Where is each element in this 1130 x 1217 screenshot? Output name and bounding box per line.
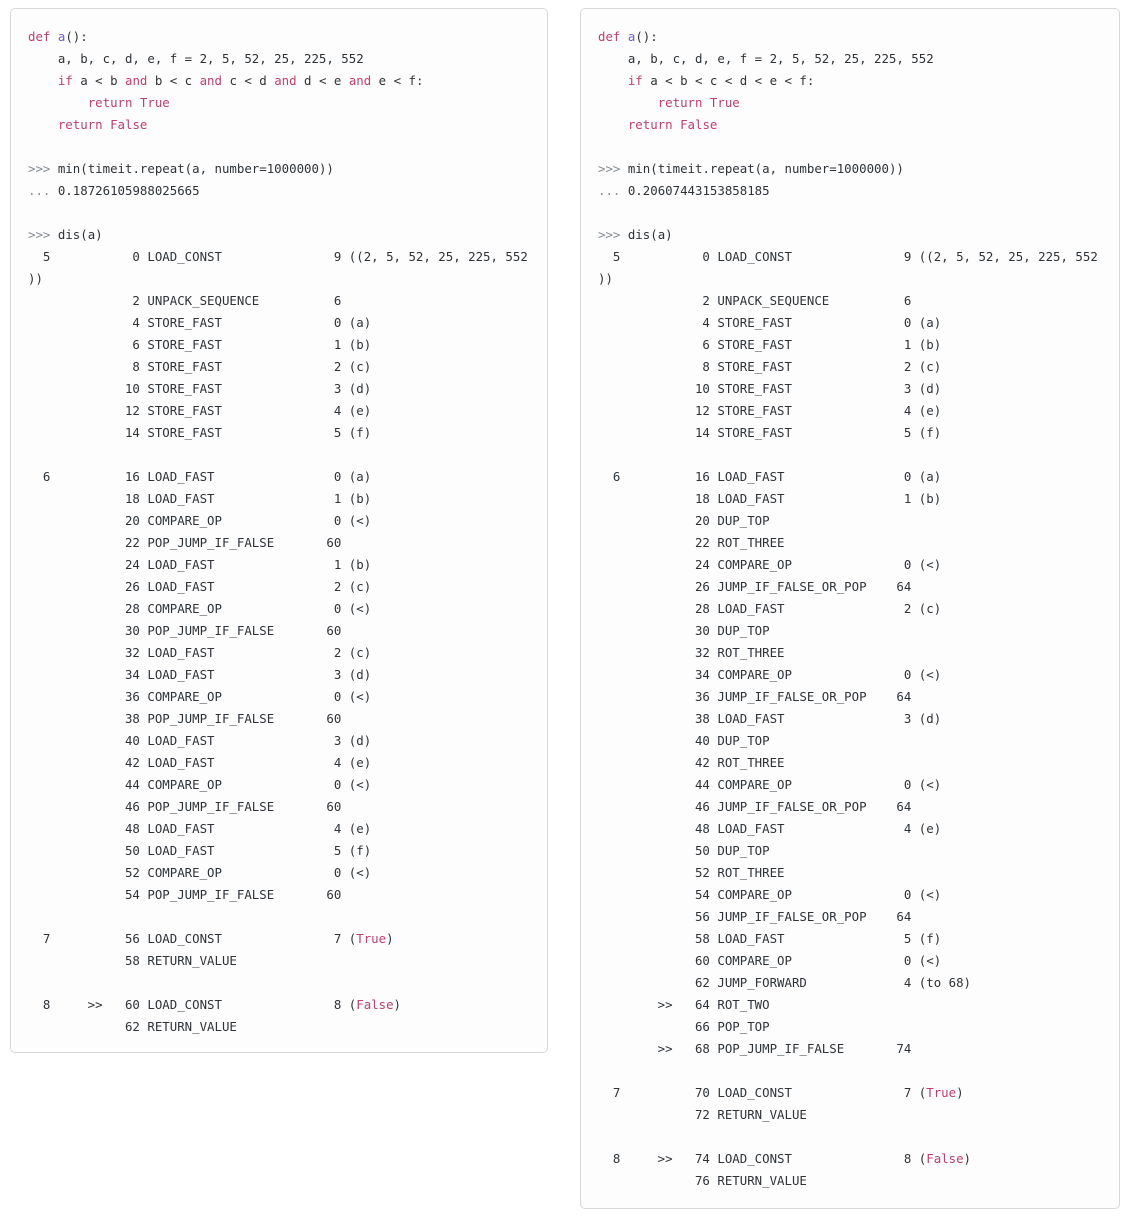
code-line bbox=[28, 70, 530, 92]
code-line bbox=[28, 202, 530, 224]
code-text-token: dis(a) bbox=[620, 227, 673, 242]
code-text-token bbox=[598, 139, 605, 154]
code-line bbox=[28, 730, 530, 752]
code-line bbox=[28, 290, 530, 312]
function-name-token: a bbox=[627, 29, 636, 44]
code-text-token: 6 STORE_FAST 1 (b) bbox=[598, 337, 942, 352]
code-line bbox=[28, 906, 530, 928]
code-text-token: 30 POP_JUMP_IF_FALSE 60 bbox=[28, 623, 342, 638]
code-line bbox=[28, 510, 530, 532]
code-text-token: 7 56 LOAD_CONST 7 ( bbox=[28, 931, 357, 946]
code-line bbox=[598, 334, 1102, 356]
code-line bbox=[28, 598, 530, 620]
code-line bbox=[598, 1038, 1102, 1060]
code-line bbox=[598, 796, 1102, 818]
code-line bbox=[28, 686, 530, 708]
keyword-token: return bbox=[87, 95, 133, 110]
code-text-token: 46 POP_JUMP_IF_FALSE 60 bbox=[28, 799, 342, 814]
code-text-token bbox=[598, 73, 628, 88]
code-text-token bbox=[28, 73, 58, 88]
keyword-token: if bbox=[627, 73, 643, 88]
code-text-token: 20 DUP_TOP bbox=[598, 513, 770, 528]
code-line bbox=[28, 752, 530, 774]
code-text-token: 62 RETURN_VALUE bbox=[28, 1019, 237, 1034]
code-text-token: 12 STORE_FAST 4 (e) bbox=[598, 403, 942, 418]
code-line bbox=[28, 840, 530, 862]
code-text-token: 0.20607443153858185 bbox=[620, 183, 770, 198]
keyword-token: True bbox=[709, 95, 740, 110]
code-text-token: 60 COMPARE_OP 0 (<) bbox=[598, 953, 942, 968]
keyword-token: False bbox=[926, 1151, 964, 1166]
code-text-token: 8 >> 60 LOAD_CONST 8 ( bbox=[28, 997, 357, 1012]
code-text-token bbox=[28, 139, 35, 154]
keyword-token: return bbox=[57, 117, 103, 132]
code-text-token: 24 COMPARE_OP 0 (<) bbox=[598, 557, 942, 572]
code-text-token: 72 RETURN_VALUE bbox=[598, 1107, 807, 1122]
code-line bbox=[598, 906, 1102, 928]
code-line bbox=[598, 708, 1102, 730]
code-text-token: 26 JUMP_IF_FALSE_OR_POP 64 bbox=[598, 579, 912, 594]
code-line bbox=[28, 488, 530, 510]
code-line bbox=[598, 136, 1102, 158]
code-line bbox=[28, 950, 530, 972]
code-text-token: 6 16 LOAD_FAST 0 (a) bbox=[598, 469, 942, 484]
code-line bbox=[598, 224, 1102, 246]
code-line bbox=[598, 774, 1102, 796]
code-line bbox=[598, 180, 1102, 202]
code-text-token bbox=[28, 909, 35, 924]
code-text-token: 44 COMPARE_OP 0 (<) bbox=[28, 777, 372, 792]
code-text-token bbox=[28, 205, 35, 220]
code-text-token bbox=[620, 29, 627, 44]
code-line bbox=[598, 268, 1102, 290]
code-text-token bbox=[598, 447, 605, 462]
code-text-token: 6 16 LOAD_FAST 0 (a) bbox=[28, 469, 372, 484]
code-text-token: d < e bbox=[296, 73, 349, 88]
code-text-token: 18 LOAD_FAST 1 (b) bbox=[598, 491, 942, 506]
prompt-token: ... bbox=[28, 183, 51, 198]
prompt-token: >>> bbox=[598, 161, 621, 176]
code-line bbox=[28, 532, 530, 554]
code-text-token: b < c bbox=[147, 73, 200, 88]
code-text-token: )) bbox=[598, 271, 613, 286]
code-line bbox=[28, 664, 530, 686]
code-text-token: 32 ROT_THREE bbox=[598, 645, 785, 660]
code-line bbox=[598, 510, 1102, 532]
code-line bbox=[598, 862, 1102, 884]
code-line bbox=[598, 884, 1102, 906]
code-line bbox=[598, 598, 1102, 620]
code-block-left bbox=[28, 26, 530, 1038]
code-line bbox=[598, 114, 1102, 136]
code-text-token: 4 STORE_FAST 0 (a) bbox=[598, 315, 942, 330]
code-line bbox=[598, 1016, 1102, 1038]
keyword-token: False bbox=[110, 117, 148, 132]
code-line bbox=[28, 268, 530, 290]
code-text-token: 4 STORE_FAST 0 (a) bbox=[28, 315, 372, 330]
code-text-token: 22 POP_JUMP_IF_FALSE 60 bbox=[28, 535, 342, 550]
code-line bbox=[28, 928, 530, 950]
code-line bbox=[28, 422, 530, 444]
code-line bbox=[598, 158, 1102, 180]
code-text-token: 18 LOAD_FAST 1 (b) bbox=[28, 491, 372, 506]
code-line bbox=[28, 884, 530, 906]
code-line bbox=[598, 400, 1102, 422]
code-line bbox=[598, 488, 1102, 510]
code-text-token: >> 64 ROT_TWO bbox=[598, 997, 770, 1012]
code-line bbox=[598, 466, 1102, 488]
code-text-token: 8 >> 74 LOAD_CONST 8 ( bbox=[598, 1151, 927, 1166]
code-line bbox=[28, 180, 530, 202]
code-text-token: 14 STORE_FAST 5 (f) bbox=[28, 425, 372, 440]
code-line bbox=[28, 466, 530, 488]
keyword-token: return bbox=[657, 95, 703, 110]
function-name-token: a bbox=[57, 29, 66, 44]
code-line bbox=[598, 202, 1102, 224]
code-text-token: 48 LOAD_FAST 4 (e) bbox=[28, 821, 372, 836]
code-text-token: (): bbox=[635, 29, 658, 44]
code-line bbox=[598, 312, 1102, 334]
code-text-token bbox=[28, 447, 35, 462]
keyword-token: return bbox=[627, 117, 673, 132]
code-line bbox=[598, 664, 1102, 686]
code-line bbox=[28, 92, 530, 114]
code-line bbox=[598, 92, 1102, 114]
code-line bbox=[28, 796, 530, 818]
code-line bbox=[598, 444, 1102, 466]
code-text-token bbox=[50, 29, 57, 44]
code-text-token: 54 POP_JUMP_IF_FALSE 60 bbox=[28, 887, 342, 902]
code-line bbox=[598, 1082, 1102, 1104]
code-line bbox=[598, 620, 1102, 642]
code-text-token: ) bbox=[386, 931, 394, 946]
code-text-token: ) bbox=[963, 1151, 972, 1166]
code-text-token: 5 0 LOAD_CONST 9 ((2, 5, 52, 25, 225, 552 bbox=[28, 249, 528, 264]
code-text-token bbox=[598, 95, 658, 110]
code-line bbox=[28, 642, 530, 664]
code-line bbox=[28, 994, 530, 1016]
code-line bbox=[598, 972, 1102, 994]
code-line bbox=[28, 620, 530, 642]
code-line bbox=[598, 818, 1102, 840]
keyword-token: and bbox=[274, 73, 297, 88]
keyword-token: False bbox=[680, 117, 718, 132]
code-line bbox=[598, 642, 1102, 664]
code-line bbox=[28, 334, 530, 356]
code-line bbox=[598, 1104, 1102, 1126]
code-text-token: 2 UNPACK_SEQUENCE 6 bbox=[28, 293, 342, 308]
code-text-token: 40 DUP_TOP bbox=[598, 733, 770, 748]
code-text-token: 2 UNPACK_SEQUENCE 6 bbox=[598, 293, 912, 308]
keyword-token: False bbox=[356, 997, 394, 1012]
code-text-token: 54 COMPARE_OP 0 (<) bbox=[598, 887, 942, 902]
code-line bbox=[28, 136, 530, 158]
code-line bbox=[598, 950, 1102, 972]
code-line bbox=[598, 422, 1102, 444]
keyword-token: and bbox=[199, 73, 222, 88]
code-line bbox=[598, 378, 1102, 400]
code-text-token: 32 LOAD_FAST 2 (c) bbox=[28, 645, 372, 660]
code-text-token: 42 LOAD_FAST 4 (e) bbox=[28, 755, 372, 770]
code-line bbox=[598, 840, 1102, 862]
keyword-token: and bbox=[348, 73, 372, 88]
keyword-token: True bbox=[139, 95, 170, 110]
code-line bbox=[28, 224, 530, 246]
code-text-token: a, b, c, d, e, f = 2, 5, 52, 25, 225, 552 bbox=[28, 51, 364, 66]
keyword-token: True bbox=[356, 931, 387, 946]
keyword-token: and bbox=[124, 73, 148, 88]
code-text-token: a, b, c, d, e, f = 2, 5, 52, 25, 225, 552 bbox=[598, 51, 934, 66]
code-text-token: min(timeit.repeat(a, number=1000000)) bbox=[620, 161, 904, 176]
code-line bbox=[598, 1126, 1102, 1148]
code-text-token: 38 LOAD_FAST 3 (d) bbox=[598, 711, 942, 726]
code-text-token: ) bbox=[393, 997, 402, 1012]
code-text-token bbox=[598, 205, 605, 220]
code-text-token: a < b < c < d < e < f: bbox=[642, 73, 815, 88]
code-text-token: 36 JUMP_IF_FALSE_OR_POP 64 bbox=[598, 689, 912, 704]
code-text-token: e < f: bbox=[371, 73, 424, 88]
code-line bbox=[598, 554, 1102, 576]
code-line bbox=[598, 356, 1102, 378]
prompt-token: >>> bbox=[28, 161, 51, 176]
code-text-token: 28 LOAD_FAST 2 (c) bbox=[598, 601, 942, 616]
code-text-token: 20 COMPARE_OP 0 (<) bbox=[28, 513, 372, 528]
code-text-token: 58 RETURN_VALUE bbox=[28, 953, 237, 968]
code-line bbox=[28, 818, 530, 840]
code-line bbox=[598, 1170, 1102, 1192]
code-text-token: 34 LOAD_FAST 3 (d) bbox=[28, 667, 372, 682]
code-text-token: 36 COMPARE_OP 0 (<) bbox=[28, 689, 372, 704]
code-line bbox=[28, 444, 530, 466]
code-line bbox=[28, 400, 530, 422]
code-text-token bbox=[673, 117, 680, 132]
code-text-token: 5 0 LOAD_CONST 9 ((2, 5, 52, 25, 225, 552 bbox=[598, 249, 1098, 264]
code-text-token: 0.18726105988025665 bbox=[50, 183, 200, 198]
code-text-token bbox=[598, 1129, 605, 1144]
prompt-token: >>> bbox=[598, 227, 621, 242]
code-text-token: min(timeit.repeat(a, number=1000000)) bbox=[50, 161, 334, 176]
code-text-token: 42 ROT_THREE bbox=[598, 755, 785, 770]
code-text-token: 58 LOAD_FAST 5 (f) bbox=[598, 931, 942, 946]
code-text-token: 48 LOAD_FAST 4 (e) bbox=[598, 821, 942, 836]
code-line bbox=[598, 994, 1102, 1016]
code-text-token: 14 STORE_FAST 5 (f) bbox=[598, 425, 942, 440]
code-text-token bbox=[28, 95, 88, 110]
code-text-token bbox=[103, 117, 110, 132]
code-text-token: 10 STORE_FAST 3 (d) bbox=[28, 381, 372, 396]
code-line bbox=[598, 48, 1102, 70]
code-text-token: 28 COMPARE_OP 0 (<) bbox=[28, 601, 372, 616]
code-text-token: 7 70 LOAD_CONST 7 ( bbox=[598, 1085, 927, 1100]
prompt-token: ... bbox=[598, 183, 621, 198]
code-text-token: 30 DUP_TOP bbox=[598, 623, 770, 638]
code-line bbox=[598, 532, 1102, 554]
code-text-token: 26 LOAD_FAST 2 (c) bbox=[28, 579, 372, 594]
code-line bbox=[28, 708, 530, 730]
code-text-token: >> 68 POP_JUMP_IF_FALSE 74 bbox=[598, 1041, 912, 1056]
code-text-token: a < b bbox=[72, 73, 125, 88]
code-text-token: 66 POP_TOP bbox=[598, 1019, 770, 1034]
code-text-token: 40 LOAD_FAST 3 (d) bbox=[28, 733, 372, 748]
code-text-token: 38 POP_JUMP_IF_FALSE 60 bbox=[28, 711, 342, 726]
code-line bbox=[598, 1060, 1102, 1082]
code-text-token: 56 JUMP_IF_FALSE_OR_POP 64 bbox=[598, 909, 912, 924]
code-text-token bbox=[132, 95, 139, 110]
code-text-token: 52 ROT_THREE bbox=[598, 865, 785, 880]
code-line bbox=[598, 730, 1102, 752]
code-line bbox=[28, 114, 530, 136]
code-text-token: ) bbox=[956, 1085, 964, 1100]
code-line bbox=[598, 928, 1102, 950]
keyword-token: def bbox=[28, 29, 51, 44]
prompt-token: >>> bbox=[28, 227, 51, 242]
code-text-token: (): bbox=[65, 29, 88, 44]
code-line bbox=[28, 1016, 530, 1038]
code-panel-right bbox=[580, 8, 1120, 1209]
code-text-token: 50 DUP_TOP bbox=[598, 843, 770, 858]
code-line bbox=[28, 48, 530, 70]
code-text-token bbox=[702, 95, 709, 110]
code-text-token bbox=[28, 975, 35, 990]
code-line bbox=[28, 356, 530, 378]
code-text-token: 76 RETURN_VALUE bbox=[598, 1173, 807, 1188]
code-text-token: c < d bbox=[221, 73, 275, 88]
code-text-token: 50 LOAD_FAST 5 (f) bbox=[28, 843, 372, 858]
code-line bbox=[28, 378, 530, 400]
code-text-token: 12 STORE_FAST 4 (e) bbox=[28, 403, 372, 418]
code-text-token bbox=[598, 1063, 605, 1078]
code-line bbox=[598, 752, 1102, 774]
code-block-right bbox=[598, 26, 1102, 1192]
code-line bbox=[28, 576, 530, 598]
code-text-token: 10 STORE_FAST 3 (d) bbox=[598, 381, 942, 396]
code-text-token: 24 LOAD_FAST 1 (b) bbox=[28, 557, 372, 572]
code-line bbox=[28, 246, 530, 268]
code-line bbox=[598, 686, 1102, 708]
code-text-token: 52 COMPARE_OP 0 (<) bbox=[28, 865, 372, 880]
code-text-token: dis(a) bbox=[50, 227, 103, 242]
keyword-token: True bbox=[926, 1085, 957, 1100]
code-text-token: 44 COMPARE_OP 0 (<) bbox=[598, 777, 942, 792]
code-panel-left bbox=[10, 8, 548, 1053]
code-line bbox=[598, 576, 1102, 598]
code-text-token: 22 ROT_THREE bbox=[598, 535, 785, 550]
code-line bbox=[28, 554, 530, 576]
code-line bbox=[598, 290, 1102, 312]
code-line bbox=[28, 26, 530, 48]
code-line bbox=[598, 246, 1102, 268]
code-text-token bbox=[28, 117, 58, 132]
code-line bbox=[28, 312, 530, 334]
code-line bbox=[28, 158, 530, 180]
code-text-token: 6 STORE_FAST 1 (b) bbox=[28, 337, 372, 352]
keyword-token: if bbox=[57, 73, 73, 88]
code-text-token: 62 JUMP_FORWARD 4 (to 68) bbox=[598, 975, 971, 990]
code-text-token: 8 STORE_FAST 2 (c) bbox=[28, 359, 372, 374]
code-line bbox=[28, 774, 530, 796]
code-text-token bbox=[598, 117, 628, 132]
keyword-token: def bbox=[598, 29, 621, 44]
code-line bbox=[598, 26, 1102, 48]
code-text-token: )) bbox=[28, 271, 43, 286]
code-line bbox=[28, 862, 530, 884]
code-text-token: 46 JUMP_IF_FALSE_OR_POP 64 bbox=[598, 799, 912, 814]
code-line bbox=[598, 70, 1102, 92]
code-line bbox=[598, 1148, 1102, 1170]
code-text-token: 8 STORE_FAST 2 (c) bbox=[598, 359, 942, 374]
code-line bbox=[28, 972, 530, 994]
code-text-token: 34 COMPARE_OP 0 (<) bbox=[598, 667, 942, 682]
